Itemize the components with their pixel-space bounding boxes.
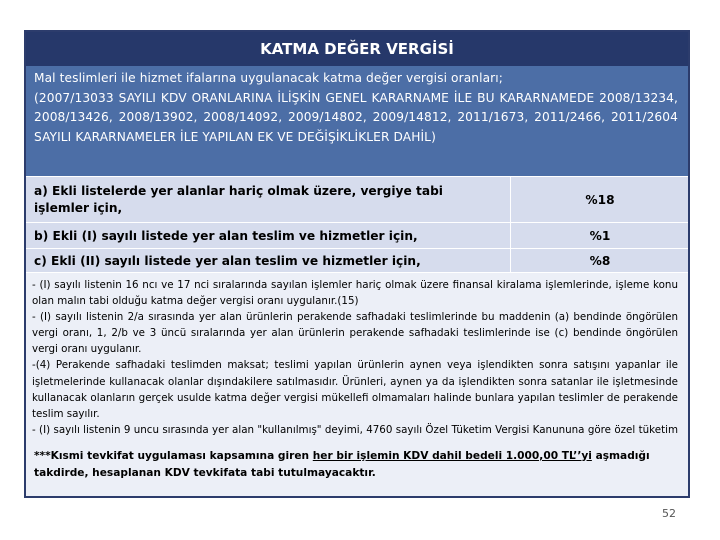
footnote <box>26 436 688 496</box>
page-number: 52 <box>662 507 676 520</box>
intro-block <box>26 66 688 176</box>
rate-value: %1 <box>510 223 689 248</box>
vat-slide-panel <box>24 30 690 498</box>
footnote-text-2: aşmadığı takdirde, hesaplanan KDV tevkifata tabi tutulmayacaktır. <box>34 450 650 479</box>
rate-row-label: a) Ekli listelerde yer alanlar hariç olmak üzere, vergiye tabi işlemler için, <box>34 184 443 215</box>
notes-block <box>26 272 688 436</box>
rate-row-c <box>26 248 688 272</box>
note-item: - (I) sayılı listenin 9 uncu sırasında yer alan "kullanılmış" deyimi, 4760 sayılı Özel Tüketim Vergisi Kanununa göre özel tüketim <box>32 423 678 436</box>
rate-value: %8 <box>510 249 689 272</box>
footnote-underlined: her bir işlemin KDV dahil bedeli 1.000,00 TL’’yi <box>312 450 592 462</box>
rate-row-label: b) Ekli (I) sayılı listede yer alan teslim ve hizmetler için, <box>34 229 418 243</box>
page-title: KATMA DEĞER VERGİSİ <box>26 32 688 66</box>
rate-row-a <box>26 176 688 222</box>
note-item: - (I) sayılı listenin 2/a sırasında yer alan ürünlerin perakende safhadaki teslimlerinde bu maddenin (a) bendinde öngörülen vergi oranı, 1, 2/b ve 3 üncü sıralarında yer alan ürünlerin perakende safhadaki teslimlerinde ise (c) bendinde öngörülen vergi oranı uygulanır. <box>32 311 678 356</box>
rate-value: %18 <box>510 177 689 222</box>
intro-line-1: Mal teslimleri ile hizmet ifalarına uygulanacak katma değer vergisi oranları; <box>34 71 503 85</box>
footnote-text-1: ***Kısmi tevkifat uygulaması kapsamına giren <box>34 450 313 462</box>
intro-line-2: (2007/13033 SAYILI KDV ORANLARINA İLİŞKİN GENEL KARARNAME İLE BU KARARNAMEDE 2008/13234, 2008/13426, 2008/13902, 2008/14092, 2009/14802, 2009/14812, 2011/1673, 2011/2466, 2011/2604 SAYILI KARARNAMELER İLE YAPILAN EK VE DEĞİŞİKLİKLER DAHİL) <box>34 90 678 144</box>
note-item: - (I) sayılı listenin 16 ncı ve 17 nci sıralarında sayılan işlemler hariç olmak üzere finansal kiralama işlemlerinde, işleme konu olan malın tabi olduğu katma değer vergisi oranı uygulanır.(15) <box>32 279 678 308</box>
note-item: -(4) Perakende safhadaki teslimden maksat; teslimi yapılan ürünlerin aynen veya işlendikten sonra satışını yapanlar ile işletmelerinde kullanacak olanlar dışındakilere satılmasıdır. Ürünleri, aynen ya da işlendikten sonra satanlar ile işletmesinde kullanacak olanların gerçek usulde katma değer vergisi mükellefi olmamaları halinde bunlara yapılan teslimler de perakende teslim sayılır. <box>32 359 678 420</box>
rate-row-b <box>26 222 688 248</box>
rate-row-label: c) Ekli (II) sayılı listede yer alan teslim ve hizmetler için, <box>34 254 421 268</box>
